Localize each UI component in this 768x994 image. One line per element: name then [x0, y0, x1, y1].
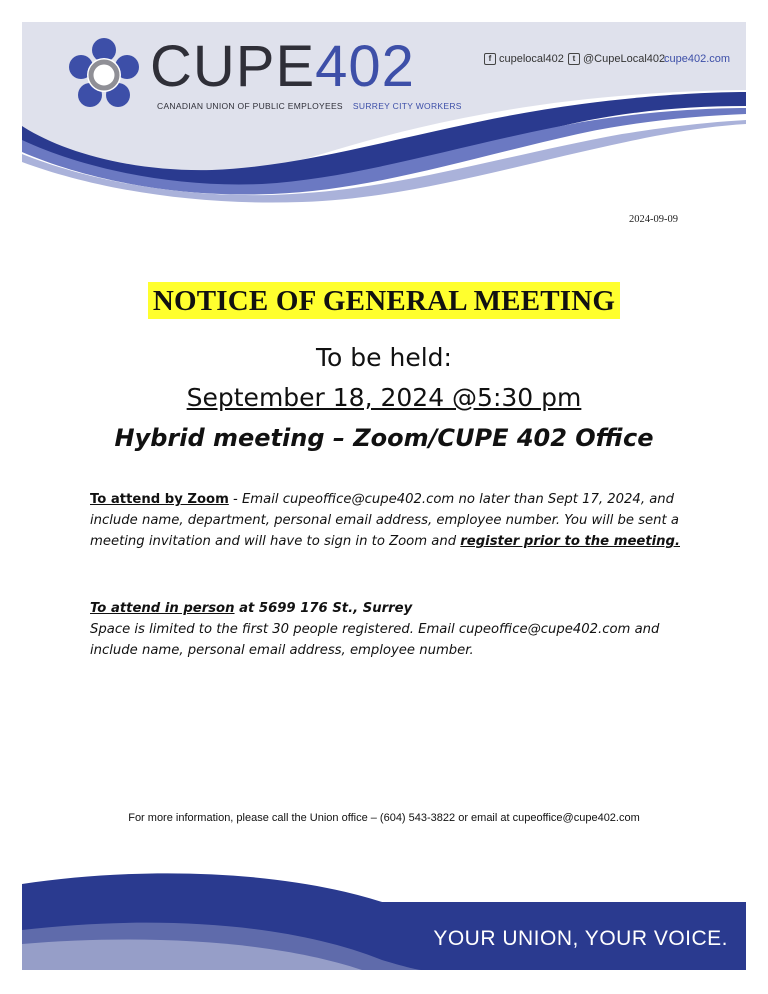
zoom-body: - Email cupeoffice@cupe402.com no later than Sept 17, 2024, and include name, department, personal email address, employee number. You will be sent a meeting invitation and will have to sign in to Zoom and	[90, 492, 679, 549]
brand-subtitle	[157, 101, 462, 111]
in-person-heading: To attend in person	[90, 601, 235, 616]
contact-info: For more information, please call the Union office – (604) 543-3822 or email at cupeoffice@cupe402.com	[128, 812, 640, 824]
facebook-handle[interactable]	[484, 53, 564, 65]
brand-subtitle-text: CANADIAN UNION OF PUBLIC EMPLOYEES	[157, 101, 343, 111]
brand-wordmark	[150, 34, 415, 99]
twitter-handle[interactable]	[568, 53, 665, 65]
held-label: To be held:	[316, 343, 452, 372]
notice-title-text: NOTICE OF GENERAL MEETING	[148, 282, 620, 319]
meeting-datetime: September 18, 2024 @5:30 pm	[186, 383, 582, 412]
cupe-flower-logo-icon	[68, 38, 140, 110]
in-person-body: Space is limited to the first 30 people registered. Email cupeoffice@cupe402.com and include name, personal email address, employee number.	[90, 622, 660, 658]
twitter-handle-text: @CupeLocal402	[583, 53, 666, 65]
in-person-address: at 5699 176 St., Surrey	[234, 601, 413, 616]
meeting-format: Hybrid meeting – Zoom/CUPE 402 Office	[114, 424, 654, 452]
brand-main: CUPE	[150, 34, 316, 99]
facebook-icon: f	[484, 53, 496, 65]
website-link[interactable]	[664, 53, 730, 65]
footer-banner	[22, 870, 746, 970]
facebook-handle-text: cupelocal402	[499, 53, 564, 65]
footer-swoosh	[22, 870, 746, 970]
twitter-icon: t	[568, 53, 580, 65]
slogan: YOUR UNION, YOUR VOICE.	[433, 927, 728, 950]
document-date: 2024-09-09	[629, 214, 678, 225]
zoom-paragraph	[90, 489, 680, 552]
zoom-heading: To attend by Zoom	[90, 492, 229, 507]
notice-title	[0, 282, 768, 319]
website-link-text: cupe402.com	[664, 53, 731, 65]
in-person-paragraph	[90, 598, 680, 661]
brand-number: 402	[315, 34, 415, 99]
brand-subtitle-accent: SURREY CITY WORKERS	[352, 101, 462, 111]
zoom-register-note: register prior to the meeting.	[460, 534, 680, 549]
